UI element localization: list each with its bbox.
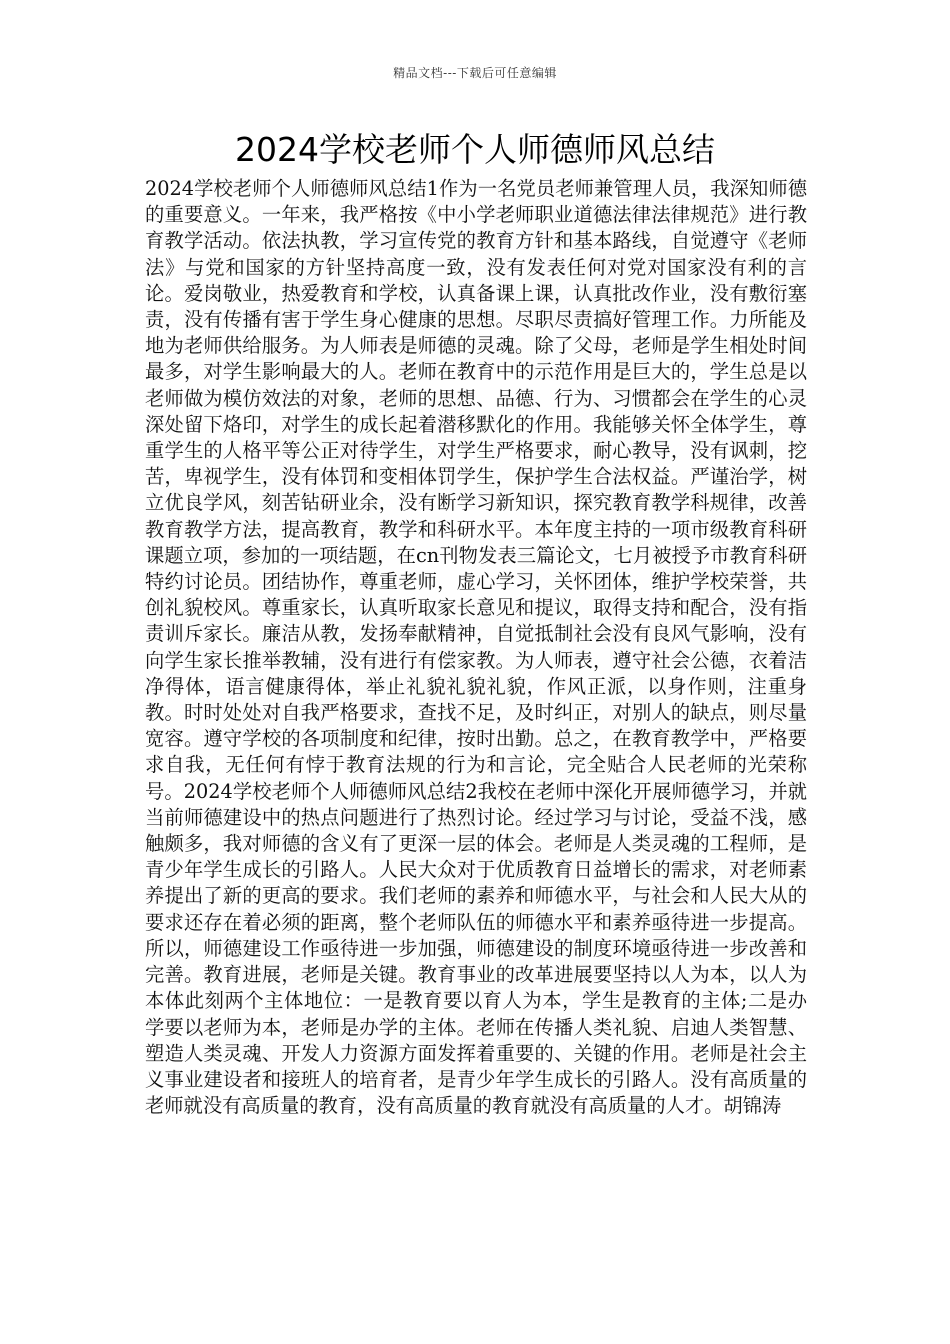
- document-title: 2024学校老师个人师德师风总结: [235, 130, 715, 169]
- header-note: 精品文档---下载后可任意编辑: [393, 66, 557, 80]
- body-paragraph: 2024学校老师个人师德师风总结1作为一名党员老师兼管理人员，我深知师德的重要意义。一年来，我严格按《中小学老师职业道德法律法律规范》进行教育教学活动。依法执教，学习宣传党的教育方针和基本路线，自觉遵守《老师法》与党和国家的方针坚持高度一致，没有发表任何对党对国家没有利的言论。爱岗敬业，热爱教育和学校，认真备课上课，认真批改作业，没有敷衍塞责，没有传播有害于学生身心健康的思想。尽职尽责搞好管理工作。力所能及地为老师供给服务。为人师表是师德的灵魂。除了父母，老师是学生相处时间最多，对学生影响最大的人。老师在教育中的示范作用是巨大的，学生总是以老师做为模仿效法的对象，老师的思想、品德、行为、习惯都会在学生的心灵深处留下烙印，对学生的成长起着潜移默化的作用。我能够关怀全体学生，尊重学生的人格平等公正对待学生，对学生严格要求，耐心教导，没有讽刺，挖苦，卑视学生，没有体罚和变相体罚学生，保护学生合法权益。严谨治学，树立优良学风，刻苦钻研业余，没有断学习新知识，探究教育教学科规律，改善教育教学方法，提高教育，教学和科研水平。本年度主持的一项市级教育科研课题立项，参加的一项结题，在cn刊物发表三篇论文，七月被授予市教育科研特约讨论员。团结协作，尊重老师，虚心学习，关怀团体，维护学校荣誉，共创礼貌校风。尊重家长，认真听取家长意见和提议，取得支持和配合，没有指责训斥家长。廉洁从教，发扬奉献精神，自觉抵制社会没有良风气影响，没有向学生家长推举教辅，没有进行有偿家教。为人师表，遵守社会公德，衣着洁净得体，语言健康得体，举止礼貌礼貌礼貌，作风正派，以身作则，注重身教。时时处处对自我严格要求，查找不足，及时纠正，对别人的缺点，则尽量宽容。遵守学校的各项制度和纪律，按时出勤。总之，在教育教学中，严格要求自我，无任何有悖于教育法规的行为和言论，完全贴合人民老师的光荣称号。2024学校老师个人师德师风总结2我校在老师中深化开展师德学习，并就当前师德建设中的热点问题进行了热烈讨论。经过学习与讨论，受益不浅，感触颇多，我对师德的含义有了更深一层的体会。老师是人类灵魂的工程师，是青少年学生成长的引路人。人民大众对于优质教育日益增长的需求，对老师素养提出了新的更高的要求。我们老师的素养和师德水平，与社会和人民大从的要求还存在着必须的距离，整个老师队伍的师德水平和素养亟待进一步提高。所以，师德建设工作亟待进一步加强，师德建设的制度环境亟待进一步改善和完善。教育进展，老师是关键。教育事业的改革进展要坚持以人为本，以人为本体此刻两个主体地位：一是教育要以育人为本，学生是教育的主体;二是办学要以老师为本，老师是办学的主体。老师在传播人类礼貌、启迪人类智慧、塑造人类灵魂、开发人力资源方面发挥着重要的、关键的作用。老师是社会主义事业建设者和接班人的培育者，是青少年学生成长的引路人。没有高质量的老师就没有高质量的教育，没有高质量的教育就没有高质量的人才。胡锦涛: [145, 177, 807, 1118]
